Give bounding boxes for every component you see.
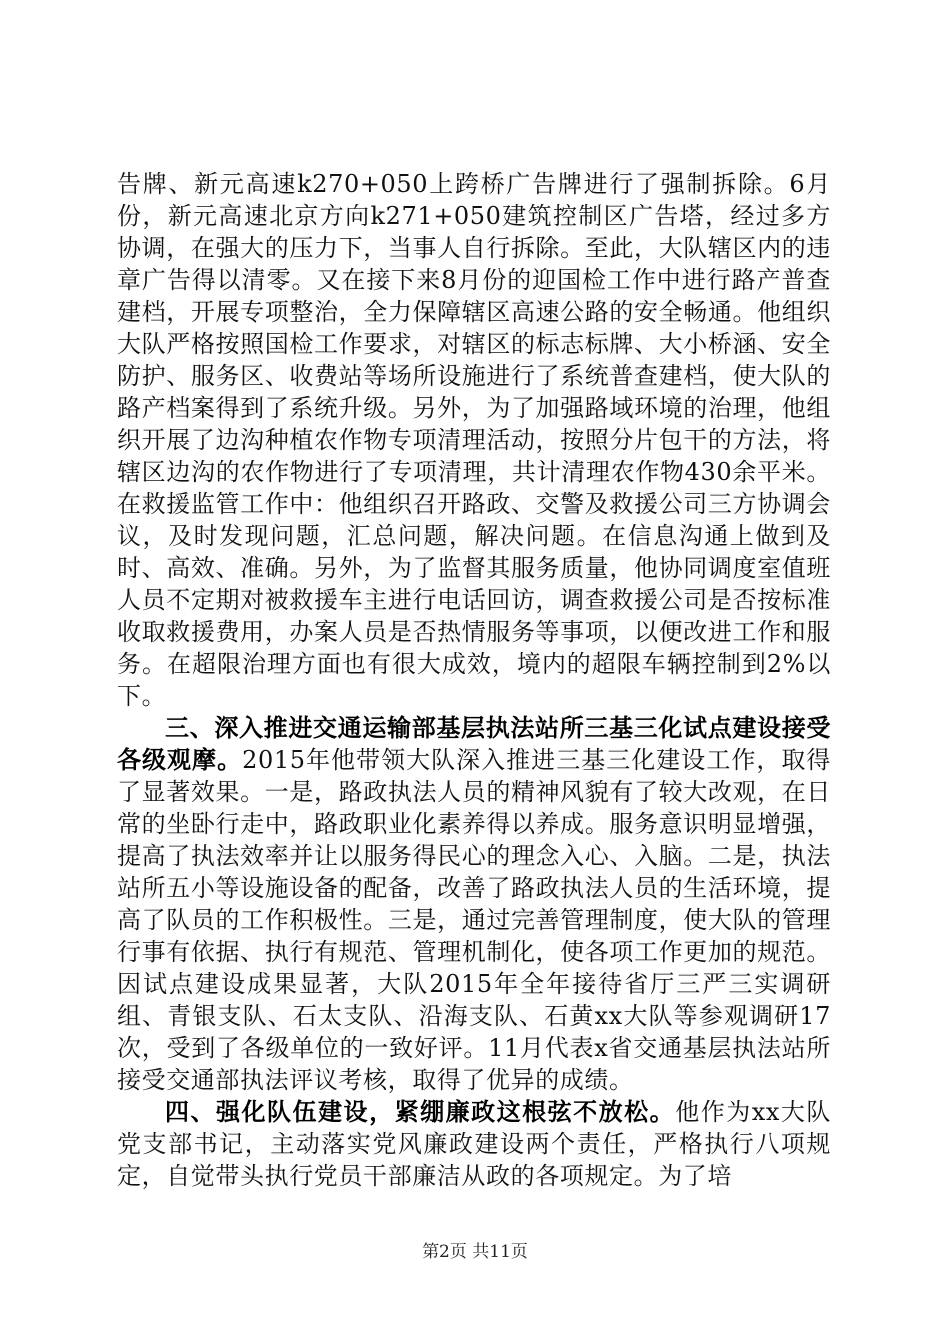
page-footer [0, 1241, 950, 1263]
paragraph-3 [117, 1096, 831, 1192]
paragraph-3-text: 他作为xx大队党支部书记，主动落实党风廉政建设两个责任，严格执行八项规定，自觉带头执行党员干部廉洁从政的各项规定。为了培 [117, 1098, 832, 1190]
document-body [117, 168, 831, 1192]
section-heading-3: 三、深入推进交通运输部基层执法站所三基三化试点建设接受各级观摩。 [117, 713, 831, 774]
section-heading-4: 四、强化队伍建设，紧绷廉政这根弦不放松。 [165, 1097, 676, 1126]
paragraph-2 [117, 712, 831, 1096]
paragraph-1 [117, 168, 831, 712]
paragraph-1-text: 告牌、新元高速k270+050上跨桥广告牌进行了强制拆除。6月份，新元高速北京方向k271+050建筑控制区广告塔，经过多方协调，在强大的压力下，当事人自行拆除。至此，大队辖区内的违章广告得以清零。又在接下来8月份的迎国检工作中进行路产普查建档，开展专项整治，全力保障辖区高速公路的安全畅通。他组织大队严格按照国检工作要求，对辖区的标志标牌、大小桥涵、安全防护、服务区、收费站等场所设施进行了系统普查建档，使大队的路产档案得到了系统升级。另外，为了加强路域环境的治理，他组织开展了边沟种植农作物专项清理活动，按照分片包干的方法，将辖区边沟的农作物进行了专项清理，共计清理农作物430余平米。在救援监管工作中：他组织召开路政、交警及救援公司三方协调会议，及时发现问题，汇总问题，解决问题。在信息沟通上做到及时、高效、准确。另外，为了监督其服务质量，他协同调度室值班人员不定期对被救援车主进行电话回访，调查救援公司是否按标准收取救援费用，办案人员是否热情服务等事项，以便改进工作和服务。在超限治理方面也有很大成效，境内的超限车辆控制到2%以下。 [117, 170, 831, 710]
paragraph-2-text: 2015年他带领大队深入推进三基三化建设工作，取得了显著效果。一是，路政执法人员的精神风貌有了较大改观，在日常的坐卧行走中，路政职业化素养得以养成。服务意识明显增强，提高了执法效率并让以服务得民心的理念入心、入脑。二是，执法站所五小等设施设备的配备，改善了路政执法人员的生活环境，提高了队员的工作积极性。三是，通过完善管理制度，使大队的管理行事有依据、执行有规范、管理机制化，使各项工作更加的规范。因试点建设成果显著，大队2015年全年接待省厅三严三实调研组、青银支队、石太支队、沿海支队、石黄xx大队等参观调研17次，受到了各级单位的一致好评。11月代表x省交通基层执法站所接受交通部执法评议考核，取得了优异的成绩。 [117, 746, 832, 1094]
page-number: 第2页 共11页 [422, 1242, 528, 1262]
